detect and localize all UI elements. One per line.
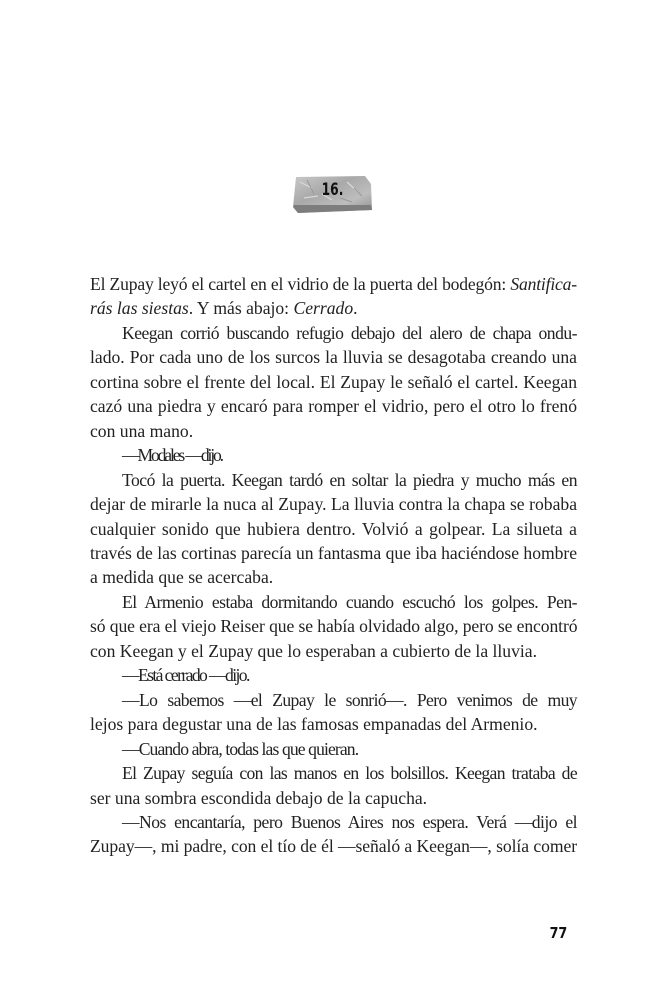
line-text: cazó una piedra y encaró para romper el vidrio, pero el otro lo frenó xyxy=(90,396,577,417)
text-line xyxy=(90,614,577,638)
text-line xyxy=(90,688,577,712)
text-line xyxy=(90,321,577,345)
line-text: Zupay—, mi padre, con el tío de él —señaló a Keegan—, solía comer xyxy=(90,836,577,857)
text-line xyxy=(90,810,577,834)
line-text: só que era el viejo Reiser que se había olvidado algo, pero se encontró xyxy=(90,616,578,637)
line-text: —Modales —dijo. xyxy=(122,445,222,466)
italic-text: Santifica- xyxy=(510,274,577,294)
text-line xyxy=(90,296,577,320)
line-text: Tocó la puerta. Keegan tardó en soltar la piedra y mucho más en xyxy=(122,469,577,490)
line-text: con Keegan y el Zupay que lo esperaban a cubierto de la lluvia. xyxy=(90,640,537,661)
text-line xyxy=(90,517,577,541)
line-text: a medida que se acercaba. xyxy=(90,567,274,588)
line-text: —Cuando abra, todas las que quieran. xyxy=(122,738,359,759)
line-text: cualquier sonido que hubiera dentro. Volvió a golpear. La silueta a xyxy=(90,518,577,539)
line-text: —Está cerrado —dijo. xyxy=(122,665,249,686)
line-text: El Zupay leyó el cartel en el vidrio de la puerta del bodegón: xyxy=(90,274,511,294)
text-line xyxy=(90,712,577,736)
text-line xyxy=(90,639,577,663)
line-text: —Nos encantaría, pero Buenos Aires nos espera. Verá —dijo el xyxy=(122,811,577,832)
text-line xyxy=(90,761,577,785)
text-line xyxy=(90,786,577,810)
line-text: lado. Por cada uno de los surcos la lluvia se desagotaba creando una xyxy=(90,347,577,368)
text-line xyxy=(90,394,577,418)
line-text: dejar de mirarle la nuca al Zupay. La lluvia contra la chapa se robaba xyxy=(90,494,577,515)
line-text: cortina sobre el frente del local. El Zupay le señaló el cartel. Keegan xyxy=(90,371,577,392)
line-text: con una mano. xyxy=(90,420,194,441)
italic-text: Cerrado xyxy=(293,298,354,319)
text-line xyxy=(90,541,577,565)
chapter-number: 16. xyxy=(321,180,344,200)
text-line xyxy=(90,272,577,296)
text-line xyxy=(90,468,577,492)
text-line xyxy=(90,492,577,516)
text-line xyxy=(90,345,577,369)
text-line xyxy=(90,370,577,394)
line-text: —Lo sabemos —el Zupay le sonrió—. Pero venimos de muy xyxy=(122,689,577,710)
chapter-body-text xyxy=(90,272,577,859)
line-text: . Y más abajo: xyxy=(188,298,294,319)
text-line xyxy=(90,443,577,467)
italic-text: rás las siestas xyxy=(90,298,189,319)
line-text: El Zupay seguía con las manos en los bolsillos. Keegan trataba de xyxy=(122,763,577,784)
text-line xyxy=(90,565,577,589)
line-text: . xyxy=(353,298,358,319)
text-line xyxy=(90,590,577,614)
chapter-number-badge xyxy=(292,174,373,215)
text-line xyxy=(90,663,577,687)
text-line xyxy=(90,419,577,443)
text-line xyxy=(90,834,577,858)
page-number: 77 xyxy=(549,924,568,942)
line-text: través de las cortinas parecía un fantasma que iba haciéndose hombre xyxy=(90,542,577,563)
text-line xyxy=(90,737,577,761)
line-text: lejos para degustar una de las famosas empanadas del Armenio. xyxy=(90,714,538,735)
line-text: Keegan corrió buscando refugio debajo del alero de chapa ondu- xyxy=(122,322,577,343)
line-text: El Armenio estaba dormitando cuando escuchó los golpes. Pen- xyxy=(122,591,577,612)
line-text: ser una sombra escondida debajo de la capucha. xyxy=(90,787,428,808)
